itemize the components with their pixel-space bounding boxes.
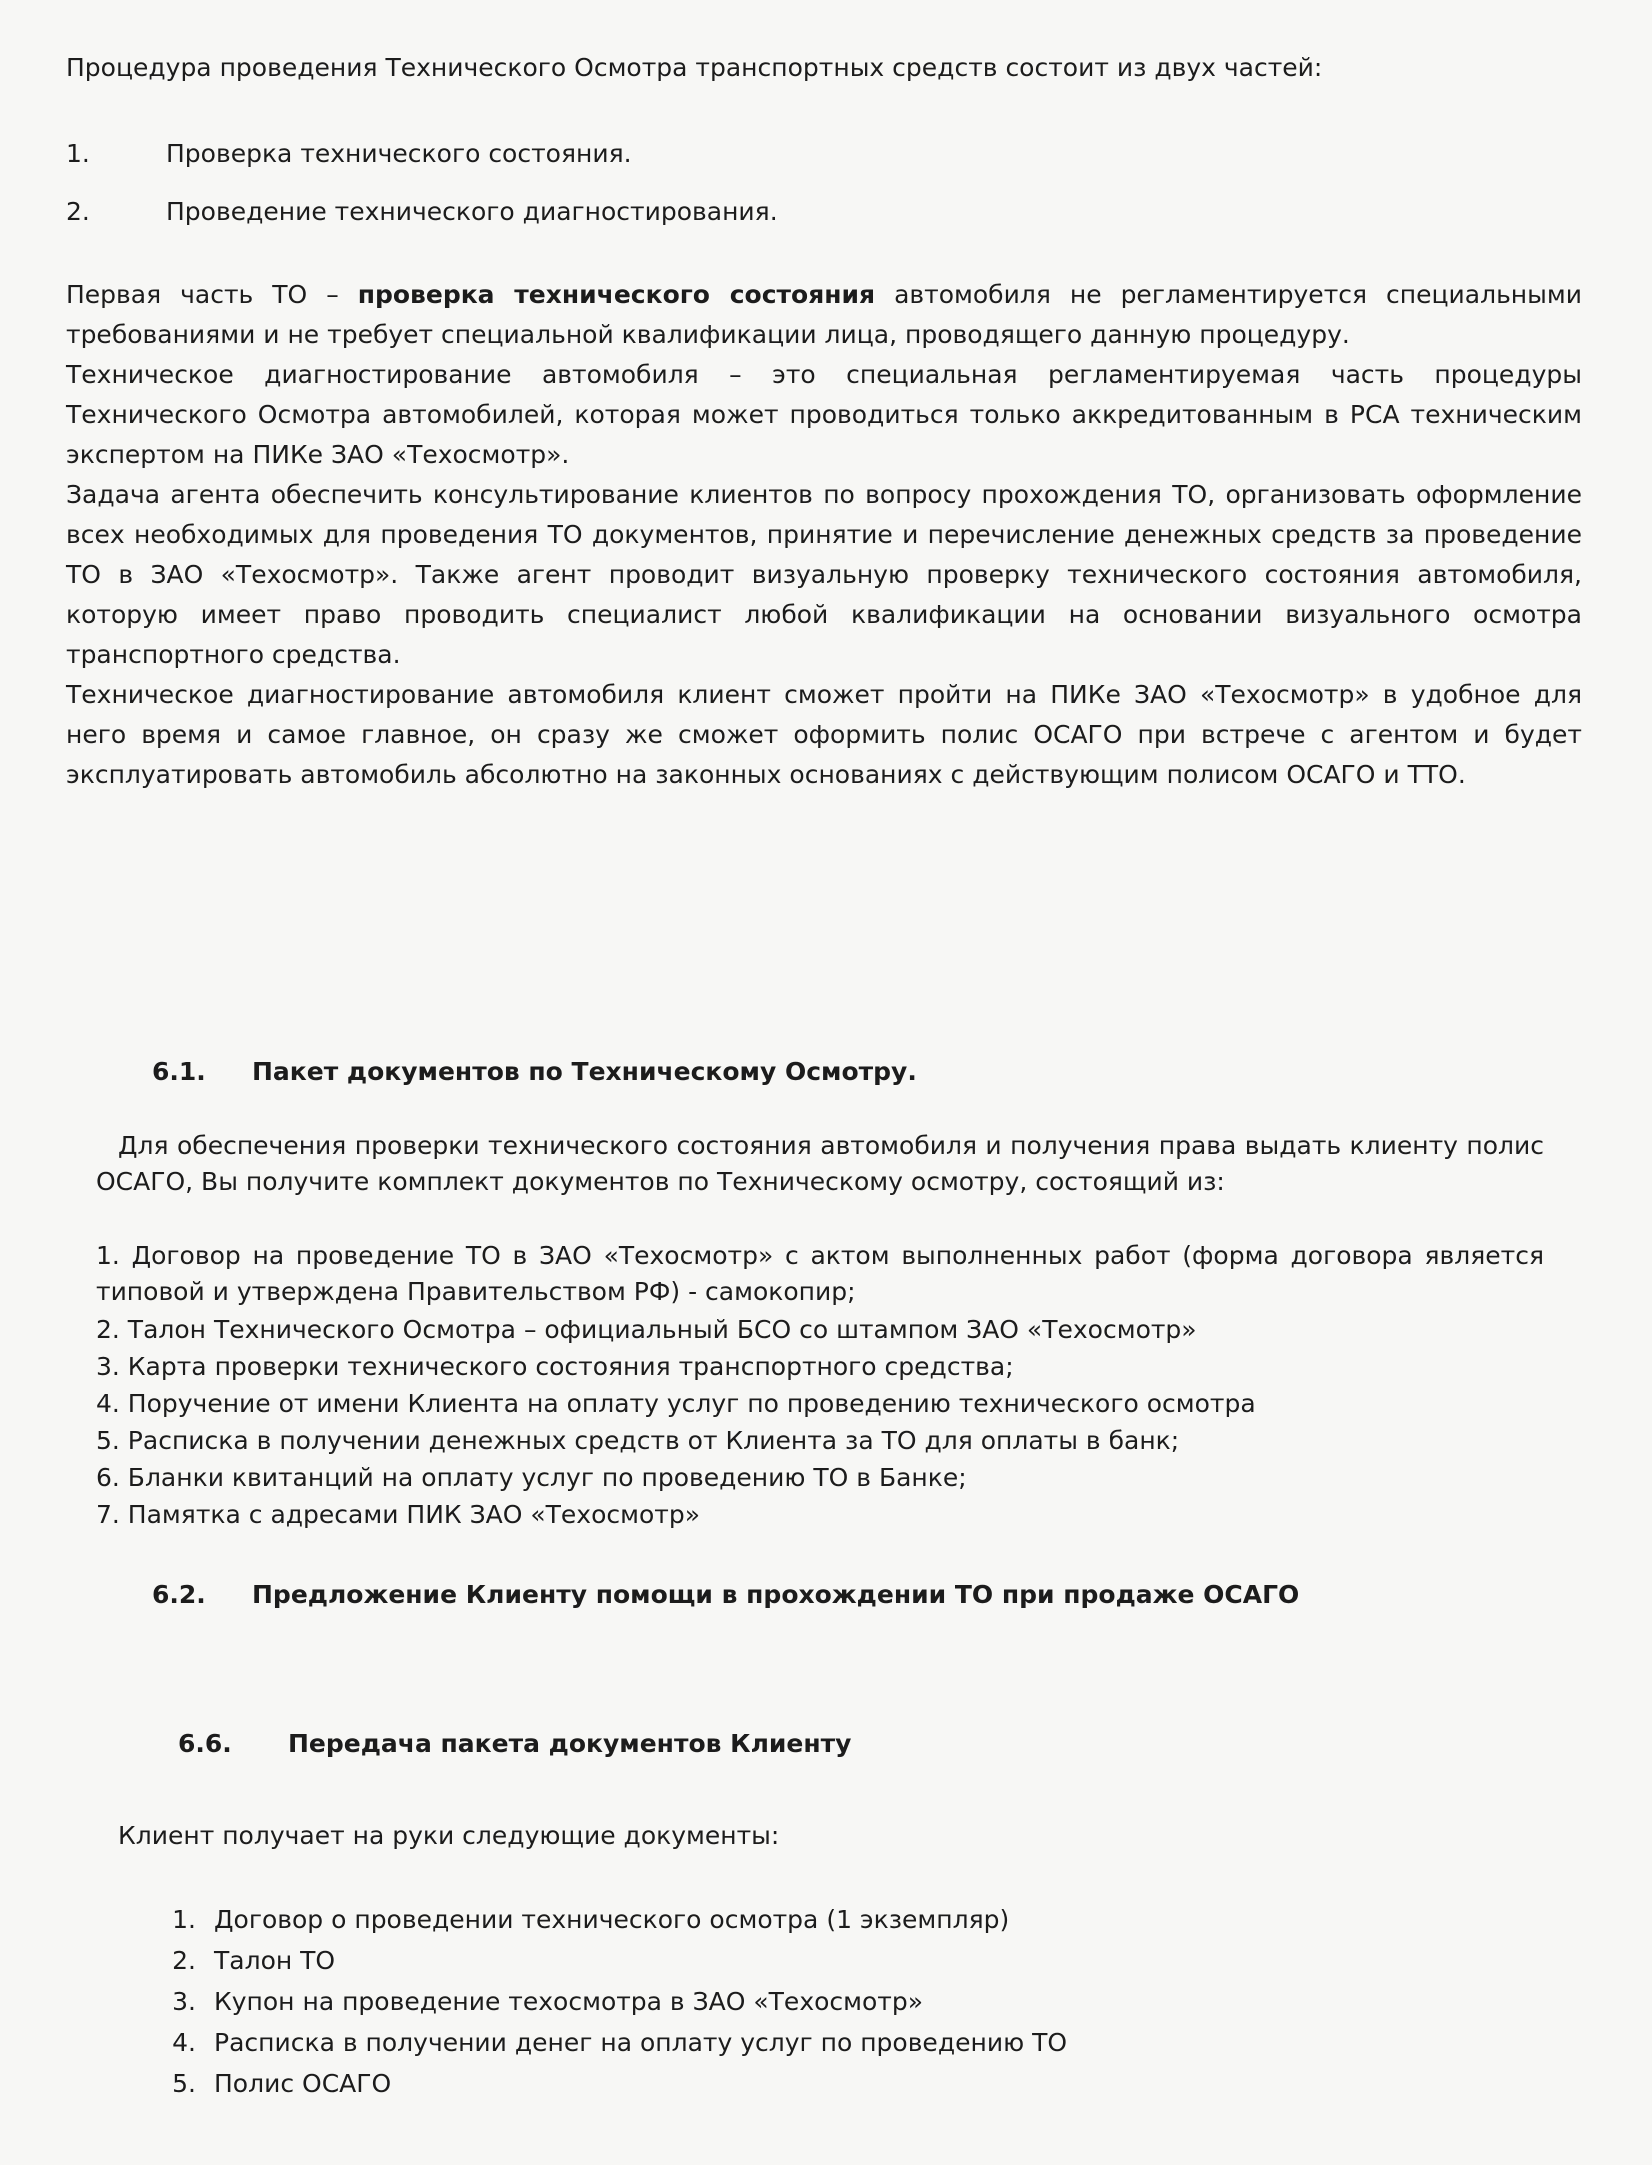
list-text: Проверка технического состояния.: [166, 139, 632, 168]
section-6-1-item: 3. Карта проверки технического состояния транспортного средства;: [96, 1352, 1014, 1381]
section-heading-6-2: [152, 1575, 1299, 1615]
section-number: 6.6.: [178, 1729, 232, 1758]
section-number: 6.2.: [152, 1580, 206, 1609]
list-number: 2.: [172, 1946, 196, 1975]
section-title: Предложение Клиенту помощи в прохождении ТО при продаже ОСАГО: [252, 1580, 1300, 1609]
list-text: Расписка в получении денег на оплату услуг по проведению ТО: [214, 2028, 1068, 2057]
paragraph-first-part: Первая часть ТО – проверка технического состояния автомобиля не регламентируется специальными требованиями и не требует специальной квалификации лица, проводящего данную процедуру.: [66, 280, 1582, 349]
list-number: 5.: [172, 2069, 196, 2098]
paragraph-agent-task: Задача агента обеспечить консультирование клиентов по вопросу прохождения ТО, организовать оформление всех необходимых для проведения ТО документов, принятие и перечисление денежных средств за проведение ТО в ЗАО «Техосмотр». Также агент проводит визуальную проверку технического состояния автомобиля, которую имеет право проводить специалист любой квалификации на основании визуального осмотра транспортного средства.: [66, 480, 1582, 669]
list-text: Купон на проведение техосмотра в ЗАО «Техосмотр»: [214, 1987, 924, 2016]
paragraph-client: Техническое диагностирование автомобиля клиент сможет пройти на ПИКе ЗАО «Техосмотр» в удобное для него время и самое главное, он сразу же сможет оформить полис ОСАГО при встрече с агентом и будет эксплуатировать автомобиль абсолютно на законных основаниях с действующим полисом ОСАГО и ТТО.: [66, 680, 1582, 789]
list-number: 3.: [172, 1987, 196, 2016]
section-6-6-list-item: [140, 1982, 923, 2022]
section-6-1-item: 5. Расписка в получении денежных средств от Клиента за ТО для оплаты в банк;: [96, 1426, 1180, 1455]
list-text: Договор о проведении технического осмотра (1 экземпляр): [214, 1905, 1010, 1934]
body-paragraphs: [66, 275, 1582, 795]
section-heading-6-1: [152, 1052, 917, 1092]
section-number: 6.1.: [152, 1057, 206, 1086]
section-title: Пакет документов по Техническому Осмотру.: [252, 1057, 917, 1086]
list-number: 4.: [172, 2028, 196, 2057]
section-title: Передача пакета документов Клиенту: [288, 1729, 852, 1758]
list-text: Проведение технического диагностирования.: [166, 197, 778, 226]
section-6-1-intro: Для обеспечения проверки технического состояния автомобиля и получения права выдать клиенту полис ОСАГО, Вы получите комплект документов по Техническому осмотру, состоящий из:: [96, 1131, 1544, 1196]
bold-phrase: проверка технического состояния: [357, 280, 876, 309]
list-text: Полис ОСАГО: [214, 2069, 392, 2098]
section-6-6-list-item: [140, 2064, 391, 2104]
section-6-1-item: 1. Договор на проведение ТО в ЗАО «Техосмотр» с актом выполненных работ (форма договора является типовой и утверждена Правительством РФ) - самокопир;: [96, 1241, 1544, 1306]
list-number: 1.: [66, 139, 90, 168]
paragraph-diagnostics: Техническое диагностирование автомобиля – это специальная регламентируемая часть процедуры Технического Осмотра автомобилей, которая может проводиться только аккредитованным в РСА техническим экспертом на ПИКе ЗАО «Техосмотр».: [66, 360, 1582, 469]
section-6-1-item: 4. Поручение от имени Клиента на оплату услуг по проведению технического осмотра: [96, 1389, 1256, 1418]
section-heading-6-6: [178, 1724, 851, 1764]
list-number: 2.: [66, 197, 90, 226]
section-6-6-list-item: [140, 1941, 335, 1981]
section-6-1-item: 6. Бланки квитанций на оплату услуг по проведению ТО в Банке;: [96, 1463, 967, 1492]
section-6-6-intro: Клиент получает на руки следующие документы:: [118, 1821, 780, 1850]
list-number: 1.: [172, 1905, 196, 1934]
section-6-6-list-item: [140, 1900, 1009, 1940]
intro-list-item: [66, 192, 778, 232]
list-text: Талон ТО: [214, 1946, 336, 1975]
section-6-6-list-item: [140, 2023, 1067, 2063]
section-6-1-item: 2. Талон Технического Осмотра – официальный БСО со штампом ЗАО «Техосмотр»: [96, 1315, 1197, 1344]
intro-paragraph: Процедура проведения Технического Осмотра транспортных средств состоит из двух частей:: [66, 53, 1323, 82]
section-6-1-item: 7. Памятка с адресами ПИК ЗАО «Техосмотр»: [96, 1500, 701, 1529]
intro-list-item: [66, 134, 632, 174]
